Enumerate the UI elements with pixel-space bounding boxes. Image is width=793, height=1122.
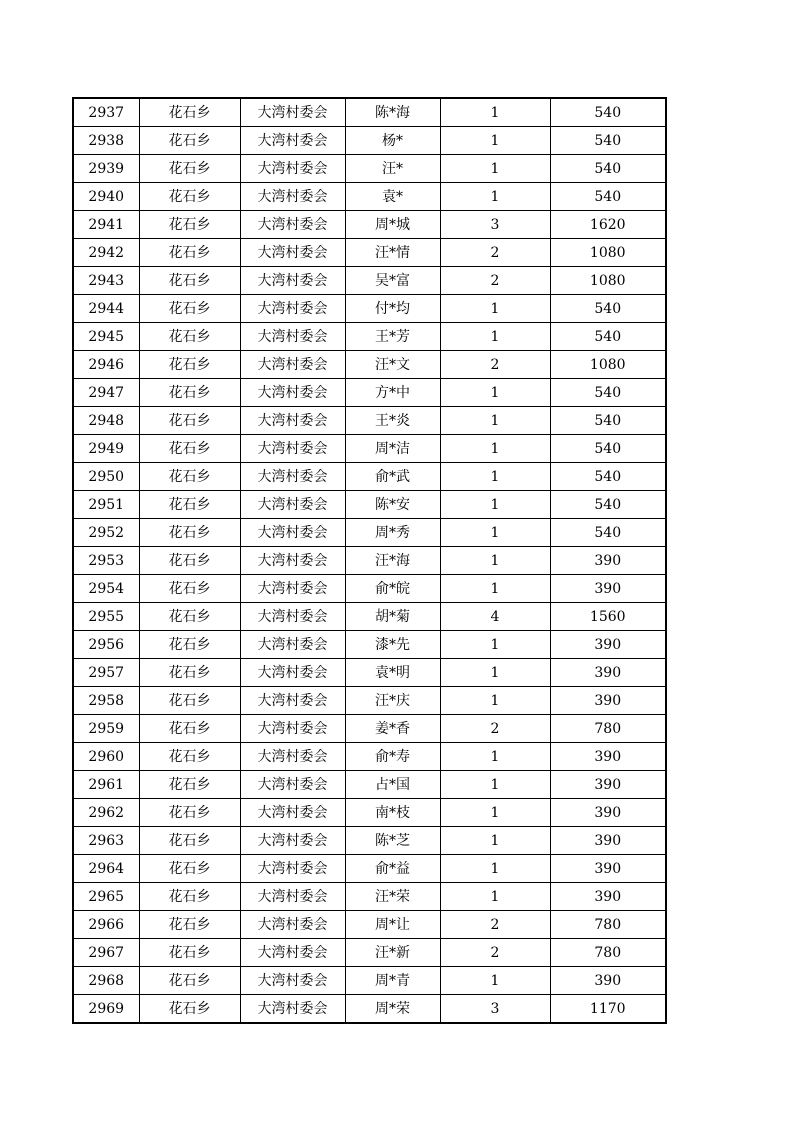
name-cell: 汪*庆 bbox=[345, 687, 440, 715]
row-number-cell: 2947 bbox=[73, 379, 139, 407]
row-number-cell: 2942 bbox=[73, 239, 139, 267]
amount-cell: 390 bbox=[550, 547, 666, 575]
amount-cell: 390 bbox=[550, 771, 666, 799]
table-row bbox=[73, 771, 666, 799]
name-cell: 南*枝 bbox=[345, 799, 440, 827]
village-committee-cell: 大湾村委会 bbox=[240, 911, 345, 939]
household-size-cell: 1 bbox=[440, 855, 550, 883]
row-number-cell: 2938 bbox=[73, 127, 139, 155]
household-size-cell: 1 bbox=[440, 799, 550, 827]
name-cell: 陈*安 bbox=[345, 491, 440, 519]
table-row bbox=[73, 967, 666, 995]
table-row bbox=[73, 743, 666, 771]
household-size-cell: 2 bbox=[440, 939, 550, 967]
township-cell: 花石乡 bbox=[139, 799, 240, 827]
village-committee-cell: 大湾村委会 bbox=[240, 98, 345, 127]
amount-cell: 780 bbox=[550, 911, 666, 939]
table-row bbox=[73, 183, 666, 211]
table-row bbox=[73, 911, 666, 939]
row-number-cell: 2963 bbox=[73, 827, 139, 855]
name-cell: 俞*寿 bbox=[345, 743, 440, 771]
table-row bbox=[73, 519, 666, 547]
township-cell: 花石乡 bbox=[139, 379, 240, 407]
household-size-cell: 2 bbox=[440, 239, 550, 267]
township-cell: 花石乡 bbox=[139, 323, 240, 351]
row-number-cell: 2949 bbox=[73, 435, 139, 463]
name-cell: 汪*文 bbox=[345, 351, 440, 379]
amount-cell: 540 bbox=[550, 407, 666, 435]
table-row bbox=[73, 379, 666, 407]
amount-cell: 390 bbox=[550, 631, 666, 659]
table-row bbox=[73, 855, 666, 883]
township-cell: 花石乡 bbox=[139, 687, 240, 715]
name-cell: 杨* bbox=[345, 127, 440, 155]
village-committee-cell: 大湾村委会 bbox=[240, 883, 345, 911]
amount-cell: 390 bbox=[550, 687, 666, 715]
row-number-cell: 2955 bbox=[73, 603, 139, 631]
village-committee-cell: 大湾村委会 bbox=[240, 379, 345, 407]
name-cell: 周*青 bbox=[345, 967, 440, 995]
village-committee-cell: 大湾村委会 bbox=[240, 323, 345, 351]
row-number-cell: 2940 bbox=[73, 183, 139, 211]
township-cell: 花石乡 bbox=[139, 659, 240, 687]
township-cell: 花石乡 bbox=[139, 435, 240, 463]
amount-cell: 540 bbox=[550, 98, 666, 127]
row-number-cell: 2950 bbox=[73, 463, 139, 491]
township-cell: 花石乡 bbox=[139, 911, 240, 939]
township-cell: 花石乡 bbox=[139, 155, 240, 183]
township-cell: 花石乡 bbox=[139, 771, 240, 799]
amount-cell: 780 bbox=[550, 715, 666, 743]
row-number-cell: 2969 bbox=[73, 995, 139, 1024]
amount-cell: 390 bbox=[550, 799, 666, 827]
household-size-cell: 1 bbox=[440, 687, 550, 715]
name-cell: 俞*皖 bbox=[345, 575, 440, 603]
amount-cell: 540 bbox=[550, 519, 666, 547]
village-committee-cell: 大湾村委会 bbox=[240, 603, 345, 631]
township-cell: 花石乡 bbox=[139, 127, 240, 155]
household-size-cell: 1 bbox=[440, 771, 550, 799]
row-number-cell: 2957 bbox=[73, 659, 139, 687]
village-committee-cell: 大湾村委会 bbox=[240, 547, 345, 575]
household-size-cell: 1 bbox=[440, 631, 550, 659]
row-number-cell: 2944 bbox=[73, 295, 139, 323]
row-number-cell: 2946 bbox=[73, 351, 139, 379]
row-number-cell: 2956 bbox=[73, 631, 139, 659]
household-size-cell: 1 bbox=[440, 98, 550, 127]
table-row bbox=[73, 323, 666, 351]
household-size-cell: 1 bbox=[440, 519, 550, 547]
row-number-cell: 2968 bbox=[73, 967, 139, 995]
row-number-cell: 2952 bbox=[73, 519, 139, 547]
table-row bbox=[73, 939, 666, 967]
table-row bbox=[73, 547, 666, 575]
household-size-cell: 1 bbox=[440, 155, 550, 183]
village-committee-cell: 大湾村委会 bbox=[240, 295, 345, 323]
row-number-cell: 2937 bbox=[73, 98, 139, 127]
village-committee-cell: 大湾村委会 bbox=[240, 463, 345, 491]
row-number-cell: 2962 bbox=[73, 799, 139, 827]
village-committee-cell: 大湾村委会 bbox=[240, 183, 345, 211]
household-size-cell: 1 bbox=[440, 435, 550, 463]
amount-cell: 390 bbox=[550, 883, 666, 911]
amount-cell: 390 bbox=[550, 659, 666, 687]
township-cell: 花石乡 bbox=[139, 211, 240, 239]
household-size-cell: 1 bbox=[440, 743, 550, 771]
name-cell: 汪*新 bbox=[345, 939, 440, 967]
records-table bbox=[72, 97, 667, 1024]
name-cell: 周*荣 bbox=[345, 995, 440, 1024]
village-committee-cell: 大湾村委会 bbox=[240, 855, 345, 883]
amount-cell: 1080 bbox=[550, 239, 666, 267]
village-committee-cell: 大湾村委会 bbox=[240, 127, 345, 155]
name-cell: 周*秀 bbox=[345, 519, 440, 547]
name-cell: 方*中 bbox=[345, 379, 440, 407]
township-cell: 花石乡 bbox=[139, 98, 240, 127]
household-size-cell: 1 bbox=[440, 323, 550, 351]
amount-cell: 540 bbox=[550, 491, 666, 519]
village-committee-cell: 大湾村委会 bbox=[240, 211, 345, 239]
amount-cell: 390 bbox=[550, 743, 666, 771]
table-row bbox=[73, 827, 666, 855]
township-cell: 花石乡 bbox=[139, 631, 240, 659]
village-committee-cell: 大湾村委会 bbox=[240, 155, 345, 183]
village-committee-cell: 大湾村委会 bbox=[240, 771, 345, 799]
household-size-cell: 2 bbox=[440, 911, 550, 939]
name-cell: 俞*武 bbox=[345, 463, 440, 491]
name-cell: 王*芳 bbox=[345, 323, 440, 351]
table-row bbox=[73, 127, 666, 155]
row-number-cell: 2959 bbox=[73, 715, 139, 743]
name-cell: 胡*菊 bbox=[345, 603, 440, 631]
township-cell: 花石乡 bbox=[139, 351, 240, 379]
name-cell: 汪*荣 bbox=[345, 883, 440, 911]
table-row bbox=[73, 98, 666, 127]
village-committee-cell: 大湾村委会 bbox=[240, 519, 345, 547]
township-cell: 花石乡 bbox=[139, 743, 240, 771]
household-size-cell: 1 bbox=[440, 463, 550, 491]
table-row bbox=[73, 211, 666, 239]
name-cell: 陈*海 bbox=[345, 98, 440, 127]
name-cell: 周*让 bbox=[345, 911, 440, 939]
table-row bbox=[73, 995, 666, 1024]
village-committee-cell: 大湾村委会 bbox=[240, 407, 345, 435]
row-number-cell: 2966 bbox=[73, 911, 139, 939]
table-row bbox=[73, 407, 666, 435]
table-row bbox=[73, 351, 666, 379]
name-cell: 姜*香 bbox=[345, 715, 440, 743]
village-committee-cell: 大湾村委会 bbox=[240, 995, 345, 1024]
row-number-cell: 2967 bbox=[73, 939, 139, 967]
row-number-cell: 2961 bbox=[73, 771, 139, 799]
township-cell: 花石乡 bbox=[139, 995, 240, 1024]
village-committee-cell: 大湾村委会 bbox=[240, 715, 345, 743]
amount-cell: 390 bbox=[550, 967, 666, 995]
village-committee-cell: 大湾村委会 bbox=[240, 239, 345, 267]
name-cell: 袁* bbox=[345, 183, 440, 211]
township-cell: 花石乡 bbox=[139, 491, 240, 519]
row-number-cell: 2939 bbox=[73, 155, 139, 183]
name-cell: 周*洁 bbox=[345, 435, 440, 463]
row-number-cell: 2945 bbox=[73, 323, 139, 351]
name-cell: 俞*益 bbox=[345, 855, 440, 883]
table-row bbox=[73, 463, 666, 491]
township-cell: 花石乡 bbox=[139, 239, 240, 267]
household-size-cell: 1 bbox=[440, 827, 550, 855]
row-number-cell: 2951 bbox=[73, 491, 139, 519]
household-size-cell: 1 bbox=[440, 295, 550, 323]
township-cell: 花石乡 bbox=[139, 715, 240, 743]
amount-cell: 1080 bbox=[550, 267, 666, 295]
amount-cell: 1080 bbox=[550, 351, 666, 379]
township-cell: 花石乡 bbox=[139, 267, 240, 295]
village-committee-cell: 大湾村委会 bbox=[240, 491, 345, 519]
township-cell: 花石乡 bbox=[139, 295, 240, 323]
household-size-cell: 1 bbox=[440, 967, 550, 995]
table-row bbox=[73, 687, 666, 715]
table-row bbox=[73, 603, 666, 631]
row-number-cell: 2965 bbox=[73, 883, 139, 911]
name-cell: 汪*情 bbox=[345, 239, 440, 267]
row-number-cell: 2954 bbox=[73, 575, 139, 603]
amount-cell: 1620 bbox=[550, 211, 666, 239]
name-cell: 吴*富 bbox=[345, 267, 440, 295]
township-cell: 花石乡 bbox=[139, 883, 240, 911]
amount-cell: 540 bbox=[550, 463, 666, 491]
village-committee-cell: 大湾村委会 bbox=[240, 267, 345, 295]
village-committee-cell: 大湾村委会 bbox=[240, 631, 345, 659]
table-row bbox=[73, 659, 666, 687]
village-committee-cell: 大湾村委会 bbox=[240, 575, 345, 603]
township-cell: 花石乡 bbox=[139, 855, 240, 883]
household-size-cell: 2 bbox=[440, 715, 550, 743]
village-committee-cell: 大湾村委会 bbox=[240, 659, 345, 687]
name-cell: 汪*海 bbox=[345, 547, 440, 575]
village-committee-cell: 大湾村委会 bbox=[240, 351, 345, 379]
household-size-cell: 1 bbox=[440, 379, 550, 407]
row-number-cell: 2958 bbox=[73, 687, 139, 715]
amount-cell: 390 bbox=[550, 827, 666, 855]
amount-cell: 390 bbox=[550, 855, 666, 883]
row-number-cell: 2960 bbox=[73, 743, 139, 771]
name-cell: 占*国 bbox=[345, 771, 440, 799]
village-committee-cell: 大湾村委会 bbox=[240, 799, 345, 827]
amount-cell: 1560 bbox=[550, 603, 666, 631]
village-committee-cell: 大湾村委会 bbox=[240, 939, 345, 967]
household-size-cell: 1 bbox=[440, 407, 550, 435]
row-number-cell: 2948 bbox=[73, 407, 139, 435]
table-row bbox=[73, 155, 666, 183]
table-row bbox=[73, 295, 666, 323]
village-committee-cell: 大湾村委会 bbox=[240, 687, 345, 715]
table-row bbox=[73, 715, 666, 743]
township-cell: 花石乡 bbox=[139, 547, 240, 575]
table-row bbox=[73, 239, 666, 267]
amount-cell: 390 bbox=[550, 575, 666, 603]
table-row bbox=[73, 631, 666, 659]
row-number-cell: 2953 bbox=[73, 547, 139, 575]
table-row bbox=[73, 575, 666, 603]
township-cell: 花石乡 bbox=[139, 575, 240, 603]
household-size-cell: 2 bbox=[440, 351, 550, 379]
township-cell: 花石乡 bbox=[139, 967, 240, 995]
row-number-cell: 2964 bbox=[73, 855, 139, 883]
household-size-cell: 2 bbox=[440, 267, 550, 295]
township-cell: 花石乡 bbox=[139, 827, 240, 855]
amount-cell: 540 bbox=[550, 379, 666, 407]
household-size-cell: 1 bbox=[440, 491, 550, 519]
row-number-cell: 2943 bbox=[73, 267, 139, 295]
village-committee-cell: 大湾村委会 bbox=[240, 827, 345, 855]
village-committee-cell: 大湾村委会 bbox=[240, 967, 345, 995]
household-size-cell: 3 bbox=[440, 995, 550, 1024]
table-row bbox=[73, 883, 666, 911]
records-body bbox=[73, 98, 666, 1023]
table-row bbox=[73, 491, 666, 519]
household-size-cell: 3 bbox=[440, 211, 550, 239]
name-cell: 付*均 bbox=[345, 295, 440, 323]
name-cell: 王*炎 bbox=[345, 407, 440, 435]
household-size-cell: 1 bbox=[440, 659, 550, 687]
amount-cell: 540 bbox=[550, 127, 666, 155]
name-cell: 周*城 bbox=[345, 211, 440, 239]
amount-cell: 540 bbox=[550, 155, 666, 183]
name-cell: 袁*明 bbox=[345, 659, 440, 687]
table-row bbox=[73, 267, 666, 295]
household-size-cell: 1 bbox=[440, 127, 550, 155]
village-committee-cell: 大湾村委会 bbox=[240, 743, 345, 771]
township-cell: 花石乡 bbox=[139, 183, 240, 211]
amount-cell: 1170 bbox=[550, 995, 666, 1024]
name-cell: 陈*芝 bbox=[345, 827, 440, 855]
table-row bbox=[73, 799, 666, 827]
amount-cell: 780 bbox=[550, 939, 666, 967]
table-row bbox=[73, 435, 666, 463]
township-cell: 花石乡 bbox=[139, 407, 240, 435]
household-size-cell: 1 bbox=[440, 575, 550, 603]
row-number-cell: 2941 bbox=[73, 211, 139, 239]
name-cell: 漆*先 bbox=[345, 631, 440, 659]
township-cell: 花石乡 bbox=[139, 519, 240, 547]
household-size-cell: 1 bbox=[440, 883, 550, 911]
township-cell: 花石乡 bbox=[139, 603, 240, 631]
amount-cell: 540 bbox=[550, 435, 666, 463]
township-cell: 花石乡 bbox=[139, 463, 240, 491]
household-size-cell: 4 bbox=[440, 603, 550, 631]
amount-cell: 540 bbox=[550, 295, 666, 323]
household-size-cell: 1 bbox=[440, 183, 550, 211]
township-cell: 花石乡 bbox=[139, 939, 240, 967]
amount-cell: 540 bbox=[550, 183, 666, 211]
name-cell: 汪* bbox=[345, 155, 440, 183]
household-size-cell: 1 bbox=[440, 547, 550, 575]
village-committee-cell: 大湾村委会 bbox=[240, 435, 345, 463]
amount-cell: 540 bbox=[550, 323, 666, 351]
